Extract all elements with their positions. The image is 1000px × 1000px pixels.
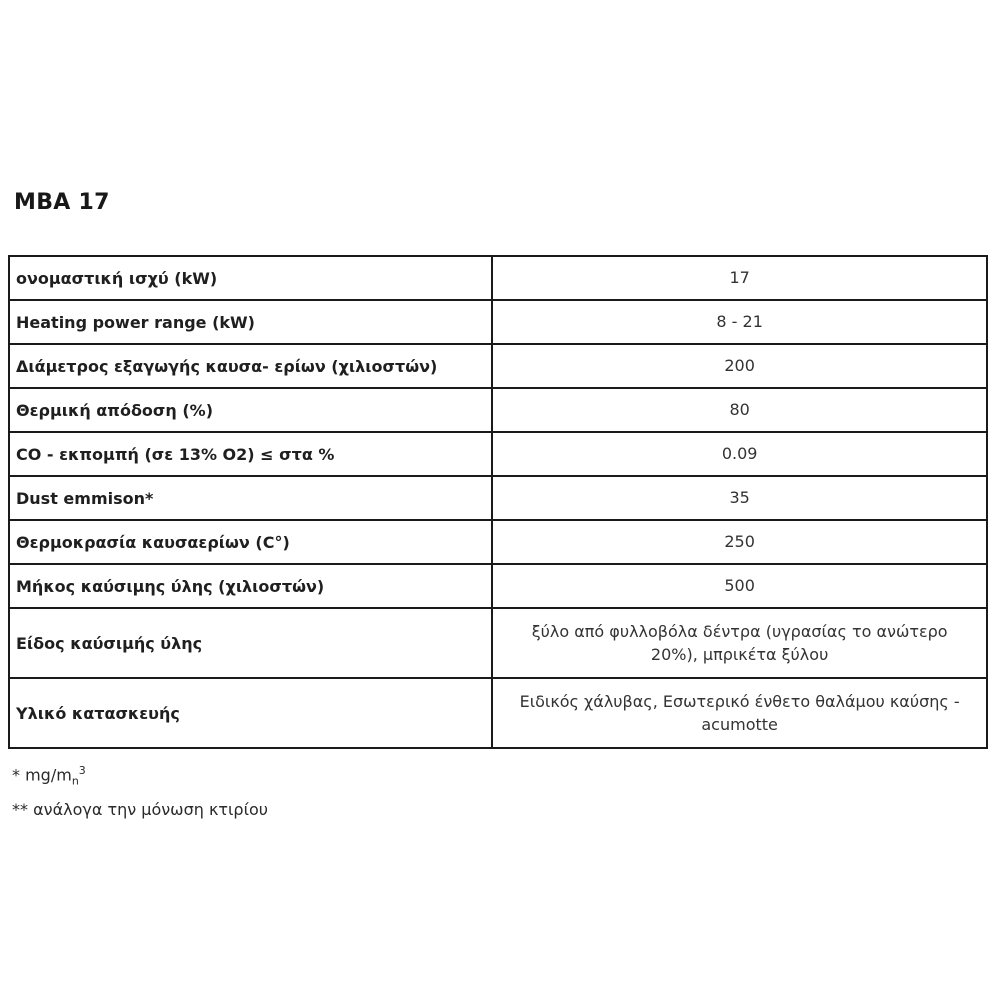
footnotes (12, 757, 268, 824)
spec-value: ξύλο από φυλλοβόλα δέντρα (υγρασίας το ανώτερο 20%), μπρικέτα ξύλου (492, 608, 987, 678)
table-row (9, 432, 987, 476)
table-row (9, 256, 987, 300)
spec-value: Ειδικός χάλυβας, Εσωτερικό ένθετο θαλάμου καύσης - acumotte (492, 678, 987, 748)
spec-value: 8 - 21 (492, 300, 987, 344)
table-row (9, 476, 987, 520)
spec-label: Μήκος καύσιμης ύλης (χιλιοστών) (9, 564, 492, 608)
footnote1-subscript: n (71, 774, 79, 788)
footnote1-prefix: * mg/m (12, 765, 72, 785)
spec-label: Θερμοκρασία καυσαερίων (C°) (9, 520, 492, 564)
spec-label: Είδος καύσιμής ύλης (9, 608, 492, 678)
table-row (9, 388, 987, 432)
spec-value: 17 (492, 256, 987, 300)
table-row (9, 608, 987, 678)
spec-value: 0.09 (492, 432, 987, 476)
spec-label: Υλικό κατασκευής (9, 678, 492, 748)
spec-value: 250 (492, 520, 987, 564)
spec-value: 35 (492, 476, 987, 520)
spec-value: 80 (492, 388, 987, 432)
spec-table (8, 255, 988, 749)
table-row (9, 564, 987, 608)
spec-label: Heating power range (kW) (9, 300, 492, 344)
spec-label: CO - εκπομπή (σε 13% O2) ≤ στα % (9, 432, 492, 476)
footnote1-superscript: 3 (78, 764, 86, 777)
footnote-insulation: ** ανάλογα την μόνωση κτιρίου (12, 799, 269, 819)
spec-label: ονομαστική ισχύ (kW) (9, 256, 492, 300)
table-row (9, 344, 987, 388)
spec-label: Διάμετρος εξαγωγής καυσα- ερίων (χιλιοστών) (9, 344, 492, 388)
spec-label: Θερμική απόδοση (%) (9, 388, 492, 432)
table-row (9, 520, 987, 564)
table-row (9, 300, 987, 344)
page-title: MBA 17 (14, 190, 110, 215)
spec-label: Dust emmison* (9, 476, 492, 520)
spec-table-body (9, 256, 987, 748)
spec-value: 500 (492, 564, 987, 608)
table-row (9, 678, 987, 748)
footnote-mg-per-m3 (12, 757, 268, 796)
spec-value: 200 (492, 344, 987, 388)
